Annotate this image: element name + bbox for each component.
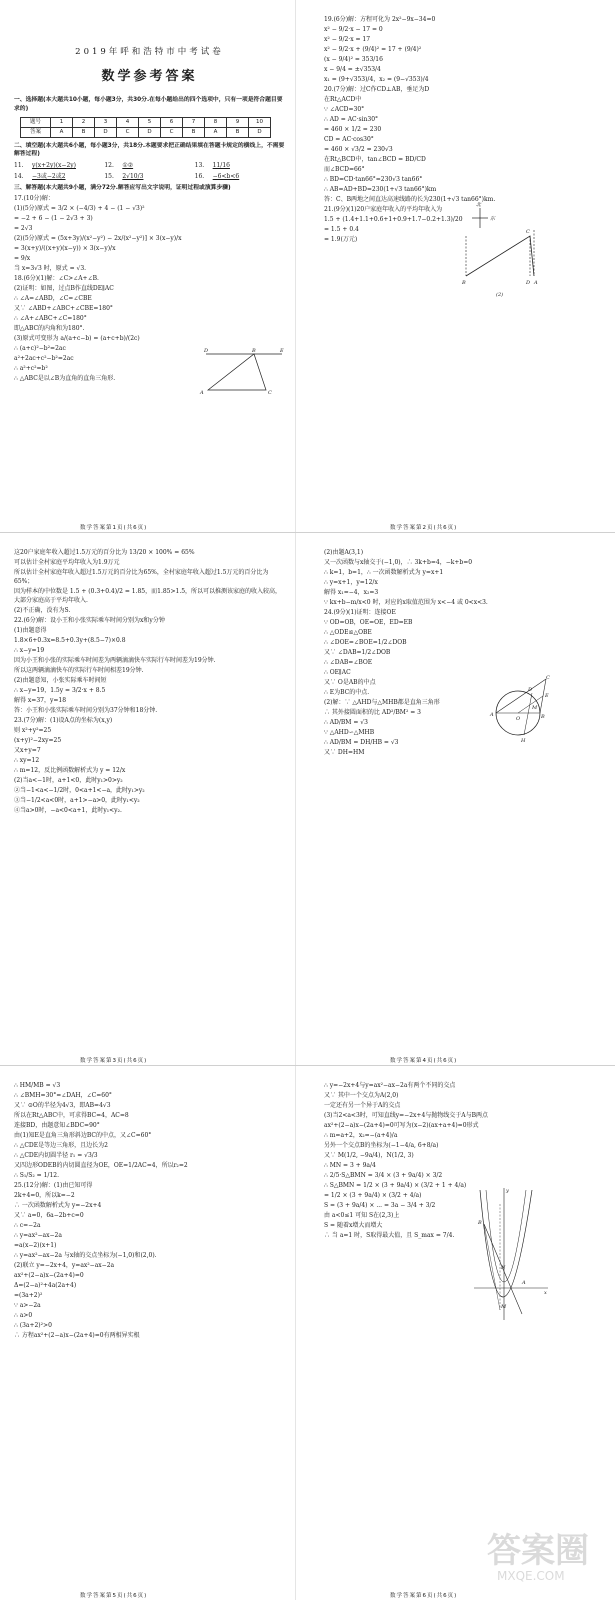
solution-line: = 460 × √3/2 = 230√3 [324, 146, 393, 153]
footer-right: 数学答案第6页(共6页) [390, 1593, 458, 1599]
label-a: A [522, 1280, 526, 1286]
solution-line: CD = AC·cos30° [324, 136, 374, 143]
fill-number: 12. [104, 162, 114, 169]
table-number: 7 [183, 117, 205, 127]
answer-title: 数学参考答案 [101, 68, 198, 84]
table-number: 1 [51, 117, 73, 127]
label-c: C [546, 675, 550, 681]
solution-line: ∵ a>−2a [14, 1302, 41, 1309]
fill-number: 16. [194, 173, 205, 180]
solution-line: =a(x−2)(x+1) [14, 1242, 57, 1249]
footer-left: 数学答案第5页(共6页) [80, 1593, 148, 1599]
label-c: C [268, 390, 272, 396]
solution-line: 又一次函数与x轴交于(−1,0)，∴ 3k+b=4，−k+b=0 [324, 559, 473, 566]
solution-line: 因为样本的中位数是 1.5 + (0.3+0.4)/2 = 1.85，而1.85>1.5，所以可以推测该家庭的收入较高，大部分家庭高于平均年收入. [14, 588, 282, 604]
solution-line: ∴ △CDE是等边三角形，且边长为2 [14, 1142, 108, 1149]
solution-line: 即△ABC的内角和为180°. [14, 324, 85, 332]
solution-line: ax²+(2−a)x−(2a+4)=0 [14, 1272, 84, 1279]
answer-page-3-4 [0, 533, 615, 1066]
fill-number: 11. [14, 162, 24, 169]
solution-line: ∴ △CDE内切圆半径 r₁ = √3/3 [14, 1152, 98, 1159]
table-answer: D [249, 127, 271, 137]
answer-table-number-row [21, 117, 271, 127]
watermark-domain: MXQE.COM [497, 1569, 565, 1583]
solution-line: 而∠BCD=66° [324, 166, 365, 173]
solution-line: 20.(7分)解：过C作CD⊥AB，垂足为D [324, 86, 430, 93]
label-north: 北 [476, 202, 482, 208]
label-m: M [501, 1304, 507, 1310]
solution-line: x² − 9/2·x + (9/4)² = 17 + (9/4)² [324, 46, 422, 53]
label-a: A [490, 712, 494, 718]
table-number: 5 [139, 117, 161, 127]
footer-left: 数学答案第3页(共6页) [80, 1058, 148, 1064]
solution-line: ②当−1<a<−1/2时，0<a+1<−a，此时y₁>y₂ [14, 787, 145, 794]
solution-line: x² − 9/2·x = 17 [324, 36, 371, 43]
section-1-heading: 一、选择题(本大题共10小题，每小题3分，共30分.在每小题给出的四个选项中，只有一项是符合题目要求的) [14, 97, 283, 112]
solution-line: S = 随着x增大而增大 [324, 1222, 383, 1229]
label-n: N [501, 1265, 506, 1271]
solution-line: = 1.5 + 0.4 [324, 226, 359, 233]
table-number: 10 [249, 117, 271, 127]
page-6-column [310, 1066, 610, 1600]
parabola-curve-2 [486, 1190, 526, 1282]
solution-line: ∴ HM/MB = √3 [14, 1082, 61, 1089]
solution-line: ∴ m=a+2，x₂=−(a+4)/a [324, 1132, 398, 1139]
solution-line: ∴ xy=12 [14, 757, 40, 764]
solution-line: ∴ (a+c)²−b²=2ac [14, 344, 66, 352]
solution-line: 又∵ ⊙O的半径为4√3，即AB=4√3 [14, 1102, 111, 1109]
solution-line: ④当a>0时，−a<0<a+1，此时y₁<y₂. [14, 807, 122, 814]
label-a: A [534, 280, 538, 286]
table-number: 6 [161, 117, 183, 127]
solution-line: ∴ ∠DAB=∠BOE [324, 659, 373, 666]
label-b: B [252, 348, 256, 354]
solution-line: ∴ y=ax²−ax−2a [14, 1232, 62, 1239]
solution-line: (2)当a<−1时，a+1<0，此时y₁>0>y₂ [14, 777, 123, 784]
solution-line: 当 x=3√3 时，原式 = √3. [14, 264, 87, 272]
fill-answer: −3或−2或2 [32, 173, 66, 180]
solution-line: ∵ ∠ACD=30° [324, 106, 365, 113]
page-3-column [0, 533, 296, 1065]
solution-line: 由(1)知E是直角三角形斜边BC的中点，又∠C=60° [14, 1132, 152, 1139]
page-5-column [0, 1066, 296, 1600]
solution-line: ∴ ∠A=∠ABD，∠C=∠CBE [14, 294, 92, 302]
solution-line: ∴ 其外接圆面积的比 AD²/BM² = 3 [324, 709, 422, 716]
page-1-column [0, 0, 296, 532]
solution-line: ax²+(2−a)x−(2a+4)=0可写为(x−2)(ax+a+4)=0形式 [324, 1122, 479, 1129]
solution-lines [324, 1081, 600, 1240]
solution-line: 由 a<0≤1 可知 S在(2,3)上 [324, 1212, 400, 1219]
fill-answer: −6<b<6 [212, 173, 240, 180]
solution-line: 在Rt△ACD中 [324, 96, 362, 103]
fill-answer: 11/16 [212, 162, 230, 169]
solution-line: ∴ S₁/S₂ = 1/12. [14, 1172, 59, 1179]
solution-line: (3)原式可变形为 a/(a+c−b) = (a+c+b)/(2c) [14, 334, 140, 342]
solution-line: 可以估计全村家庭平均年收入为1.9万元 [14, 559, 120, 566]
solution-line: ∴ S△BMN = 1/2 × (3 + 9a/4) × (3/2 + 1 + 4/a) [324, 1182, 467, 1189]
solution-line: ∴ 2/5·S△BMN = 3/4 × (3 + 9a/4) × 3/2 [324, 1172, 443, 1179]
triangle-figure [196, 348, 288, 396]
solution-line: 又x+y=7 [14, 747, 41, 754]
solution-line: (2)证明：如图，过点B作直线DE∥AC [14, 284, 114, 292]
solution-line: ∴ y=−2x+4与y=ax²−ax−2a有两个不同的交点 [324, 1082, 456, 1089]
solution-line: 23.(7分)解：(1)设A点的坐标为(x,y) [14, 717, 113, 724]
parabola-figure-svg [470, 1184, 550, 1324]
label-y: y [506, 1188, 509, 1194]
solution-line: ∴ AD = AC·sin30° [324, 116, 379, 123]
solution-line: 又∵ ∠ABD+∠ABC+∠CBE=180° [14, 304, 113, 312]
fill-answer: ①② [122, 162, 134, 169]
fill-answer: y(x+2y)(x−2y) [32, 162, 76, 169]
solution-line: ∴ ∠BMH=30°=∠DAH，∠C=60° [14, 1092, 112, 1099]
solution-line: 1.5 + (1.4+1.1+0.6+1+0.9+1.7−0.2+1.3)/20 [324, 216, 463, 223]
triangle-abc [208, 354, 266, 390]
solution-line: 连接BD，由题意知∠BDC=90° [14, 1122, 100, 1129]
page-4-column [310, 533, 610, 1065]
solution-line: 又∵ DH=HM [324, 749, 365, 756]
solution-line: 所以估计全村家庭年收入超过1.5万元的百分比为65%，全村家庭年收入超过1.5万元的百分比为65%； [14, 569, 269, 585]
fill-number: 15. [104, 173, 114, 180]
triangle-figure-svg [196, 348, 288, 396]
solution-line: ∴ △ODE≌△OBE [324, 629, 372, 636]
exam-title: 2019年呼和浩特市中考试卷 [75, 47, 224, 57]
line-dh [524, 693, 532, 735]
table-answer: A [51, 127, 73, 137]
line-oe [518, 696, 543, 713]
table-number: 4 [117, 117, 139, 127]
solution-line: = 9/x [14, 254, 31, 262]
solution-line: (3)当2<a<3时，可知直线y=−2x+4与抛物线交于A与B两点 [324, 1112, 488, 1119]
solution-line: 答：小王和小张实际乘车时间分别为37分钟和18分钟. [14, 707, 158, 714]
label-h: H [521, 738, 526, 743]
solution-line: 17.(10分)解： [14, 194, 54, 202]
solution-line: Δ=(2−a)²+4a(2a+4) [14, 1282, 77, 1289]
table-answer: D [95, 127, 117, 137]
solution-line: (2)由题A(3,1) [324, 549, 364, 556]
solution-line: 在Rt△BCD中，tan∠BCD = BD/CD [324, 156, 426, 163]
solution-line: S = (3 + 9a/4) × ... = 3a − 3/4 + 3/2 [324, 1202, 436, 1209]
table-answer: A [205, 127, 227, 137]
solution-line: ∴ (3a+2)²>0 [14, 1322, 52, 1329]
table-answer: C [117, 127, 139, 137]
table-number: 9 [227, 117, 249, 127]
solution-line: 21.(9分)(1)20户家庭年收入的平均年收入为 [324, 206, 443, 213]
solution-line: = 2√3 [14, 224, 33, 232]
solution-line: 因为小王和小张的实际乘车时间差为两辆滴滴快车实际行车时间差为19分钟. [14, 657, 216, 664]
table-number: 8 [205, 117, 227, 127]
solution-line: ∴ AD/BM = DH/HB = √3 [324, 739, 399, 746]
solution-line: 又∵ M(1/2, −9a/4)，N(1/2, 3) [324, 1152, 414, 1159]
label-e: E [280, 348, 284, 354]
solution-line: 24.(9分)(1)证明：连接OE [324, 609, 396, 616]
solution-line: ∴ BD=CD·tan66°=230√3 tan66° [324, 176, 423, 183]
solution-line: 答：C、B两地之间直达高速线路的长为230(1+√3 tan66°)km. [324, 196, 496, 203]
solution-line: ∴ x−y=19 [14, 647, 45, 654]
fill-answer: 2√10/3 [122, 173, 144, 180]
fill-answers-row-2 [14, 172, 285, 181]
solution-line: ∴ x−y=19，1.5y = 3/2·x + 8.5 [14, 687, 106, 694]
solution-line: 25.(12分)解：(1)由已知可得 [14, 1182, 93, 1189]
solution-line: ∴ MN = 3 + 9a/4 [324, 1162, 376, 1169]
label-m: M [532, 705, 538, 711]
solution-line: = 1.9(万元) [324, 236, 358, 243]
table-answer: D [139, 127, 161, 137]
label-east: 东 [490, 216, 496, 222]
answer-page-1-2 [0, 0, 615, 533]
answer-table-answer-row [21, 127, 271, 137]
label-o: O [516, 716, 521, 722]
label-c: C [526, 229, 530, 235]
solution-line: ∴ y=ax²−ax−2a 与x轴的交点坐标为(−1,0)和(2,0). [14, 1252, 157, 1259]
table-number: 3 [95, 117, 117, 127]
solution-line: ∴ c=−2a [14, 1222, 41, 1229]
solution-line: x − 9/4 = ±√353/4 [324, 66, 381, 73]
table-answer: B [227, 127, 249, 137]
label-d: D [528, 687, 533, 693]
solution-line: 2k+4=0，所以k=−2 [14, 1192, 75, 1199]
label-b: B [478, 1220, 482, 1226]
label-d: D [526, 280, 531, 286]
circle-figure [488, 673, 558, 743]
circle-figure-svg [488, 673, 558, 743]
footer-right: 数学答案第4页(共6页) [390, 1058, 458, 1064]
solution-line: (2)(5分)原式 = (5x+3y)/(x²−y²) − 2x/(x²−y²)] × 3(x−y)/x [14, 234, 182, 242]
solution-line: ∴ 一次函数解析式为 y=−2x+4 [14, 1202, 102, 1209]
solution-line: =(3a+2)² [14, 1292, 43, 1299]
table-number: 2 [73, 117, 95, 127]
section-2-heading: 二、填空题(本大题共6小题，每小题3分，共18分.本题要求把正确结果填在答题卡规定的横线上，不需要解答过程) [14, 142, 285, 158]
table-header-label: 题号 [21, 117, 51, 127]
solution-line: ∴ ∠DOE=∠BOE=1/2∠DOB [324, 639, 407, 646]
solution-line: ∴ a²+c²=b² [14, 364, 48, 372]
solution-line: 一定还有另一个异于A的交点 [324, 1102, 401, 1109]
solution-line: 又∵ O是AB的中点 [324, 679, 376, 686]
solution-line: 1.8×6+0.3x=8.5+0.3y+(8.5−7)×0.8 [14, 637, 126, 644]
solution-line: ∵ △AHD∽△MHB [324, 729, 375, 736]
solution-line: ∴ y=x+1，y=12/x [324, 579, 378, 586]
solution-line: (2)不正确，没有为S. [14, 607, 71, 614]
solution-line: ∴ 当 a=1 时，S取得最大值，且 S_max = 7/4. [324, 1232, 455, 1239]
solution-line: ∴ AB=AD+BD=230(1+√3 tan66°)km [324, 186, 437, 193]
solution-line: 解得 x₁=−4，x₂=3 [324, 589, 379, 596]
solution-line: = 460 × 1/2 = 230 [324, 126, 382, 133]
solution-line: ∴ k=1，b=1，∴ 一次函数解析式为 y=x+1 [324, 569, 444, 576]
solution-line: ∴ m=12，反比例函数解析式为 y = 12/x [14, 767, 126, 774]
solution-line: 所以在Rt△ABC中，可求得BC=4，AC=8 [14, 1112, 129, 1119]
solution-line: (2)由题意知，小张实际乘车时间短 [14, 677, 107, 684]
solution-lines [324, 548, 600, 757]
label-e: E [545, 693, 549, 699]
solution-line: 另外一个交点B的坐标为(−1−4/a, 6+8/a) [324, 1142, 439, 1149]
figure-caption: (2) [496, 292, 504, 298]
line-bm [484, 1224, 500, 1310]
table-answer: B [73, 127, 95, 137]
table-answer: C [161, 127, 183, 137]
solution-line: (1)由题意得 [14, 627, 47, 634]
site-watermark [483, 1526, 603, 1586]
label-b: B [541, 714, 545, 720]
solution-line: 19.(6分)解：方程可化为 2x²−9x−34=0 [324, 16, 436, 23]
solution-lines [14, 548, 285, 815]
route-lines [466, 236, 534, 276]
answer-table [20, 117, 271, 138]
label-b: B [462, 280, 466, 286]
solution-line: ∴ ∠A+∠ABC+∠C=180° [14, 314, 87, 322]
fill-number: 13. [194, 162, 205, 169]
fill-number: 14. [14, 173, 24, 180]
solution-lines [14, 1081, 285, 1340]
table-answer-label: 答案 [21, 127, 51, 137]
watermark-logo [483, 1526, 603, 1586]
footer-right: 数学答案第2页(共6页) [390, 525, 458, 531]
solution-line: 所以这两辆滴滴快车的实际行车时间相差19分钟. [14, 667, 144, 674]
answer-page-5-6 [0, 1066, 615, 1600]
watermark-text: 答案圈 [487, 1531, 589, 1571]
solution-line: ∴ a>0 [14, 1312, 33, 1319]
solution-line: = 3(x+y)/((x+y)(x−y)) × 3(x−y)/x [14, 244, 116, 252]
solution-line: = −2 + 6 − (1 − 2√3 + 3) [14, 214, 93, 222]
solution-line: 22.(6分)解：设小王和小张实际乘车时间分别为x和y分钟 [14, 617, 165, 624]
solution-line: (1)(5分)原式 = 3/2 × (−4/3) + 4 − (1 − √3)² [14, 204, 145, 212]
table-answer: B [183, 127, 205, 137]
solution-line: 这20户家庭年收入超过1.5万元的百分比为 13/20 × 100% = 65% [14, 549, 195, 556]
compass-figure-svg [460, 200, 590, 300]
solution-line: ∵ kx+b−m/x<0 时，对应的x取值范围为 x<−4 或 0<x<3. [324, 599, 488, 606]
solution-line: 又四边形ODEB的内切圆直径为OE，OE=1/2AC=4，所以r₂=2 [14, 1162, 188, 1169]
solution-line: = 1/2 × (3 + 9a/4) × (3/2 + 4/a) [324, 1192, 422, 1199]
solution-line: ∴ AD/BM = √3 [324, 719, 368, 726]
footer-left: 数学答案第1页(共6页) [80, 525, 148, 531]
solution-line: ∵ OD=OB，OE=OE，ED=EB [324, 619, 413, 626]
solution-line: 解得 x=37，y=18 [14, 697, 67, 704]
label-d: D [204, 348, 209, 354]
solution-line: ∴ OE∥AC [324, 669, 351, 676]
solution-line: ∴ E为BC的中点. [324, 689, 370, 696]
section-3-heading: 三、解答题(本大题共9小题，满分72分.解答应写出文字说明，证明过程或演算步骤) [14, 185, 231, 191]
parabola-figure [470, 1184, 550, 1324]
solution-line: ∴ △ABC是以∠B为直角的直角三角形. [14, 374, 116, 382]
solution-line: ③当−1/2<a<0时，a+1>−a>0，此时y₁<y₂ [14, 797, 140, 804]
solution-line: x² − 9/2·x − 17 = 0 [324, 26, 383, 33]
solution-line: (x − 9/4)² = 353/16 [324, 56, 383, 63]
label-a: A [200, 390, 204, 396]
fill-answers-row-1 [14, 161, 285, 170]
solution-line: 又∵ ∠DAB=1/2∠DOB [324, 649, 391, 656]
compass-figure [460, 200, 590, 300]
solution-line: 18.(6分)(1)解：∠C>∠A+∠B. [14, 274, 99, 282]
solution-line: 又∵ a=0，6a−2b+c=0 [14, 1212, 84, 1219]
solution-line: ∴ 方程ax²+(2−a)x−(2a+4)=0有两相异实根 [14, 1332, 140, 1339]
solution-line: 则 x²+y²=25 [14, 727, 52, 734]
solution-line: 又∵ 其中一个交点为A(2,0) [324, 1092, 399, 1099]
solution-line: (2)解：∵ △AHD与△MHB都是直角三角形 [324, 699, 440, 706]
solution-line: (x+y)²−2xy=25 [14, 737, 62, 744]
solution-line: a²+2ac+c²−b²=2ac [14, 354, 74, 362]
label-x: x [544, 1290, 547, 1296]
solution-line: (2)联立 y=−2x+4，y=ax²−ax−2a [14, 1262, 115, 1269]
solution-line: x₁ = (9+√353)/4，x₂ = (9−√353)/4 [324, 76, 429, 83]
